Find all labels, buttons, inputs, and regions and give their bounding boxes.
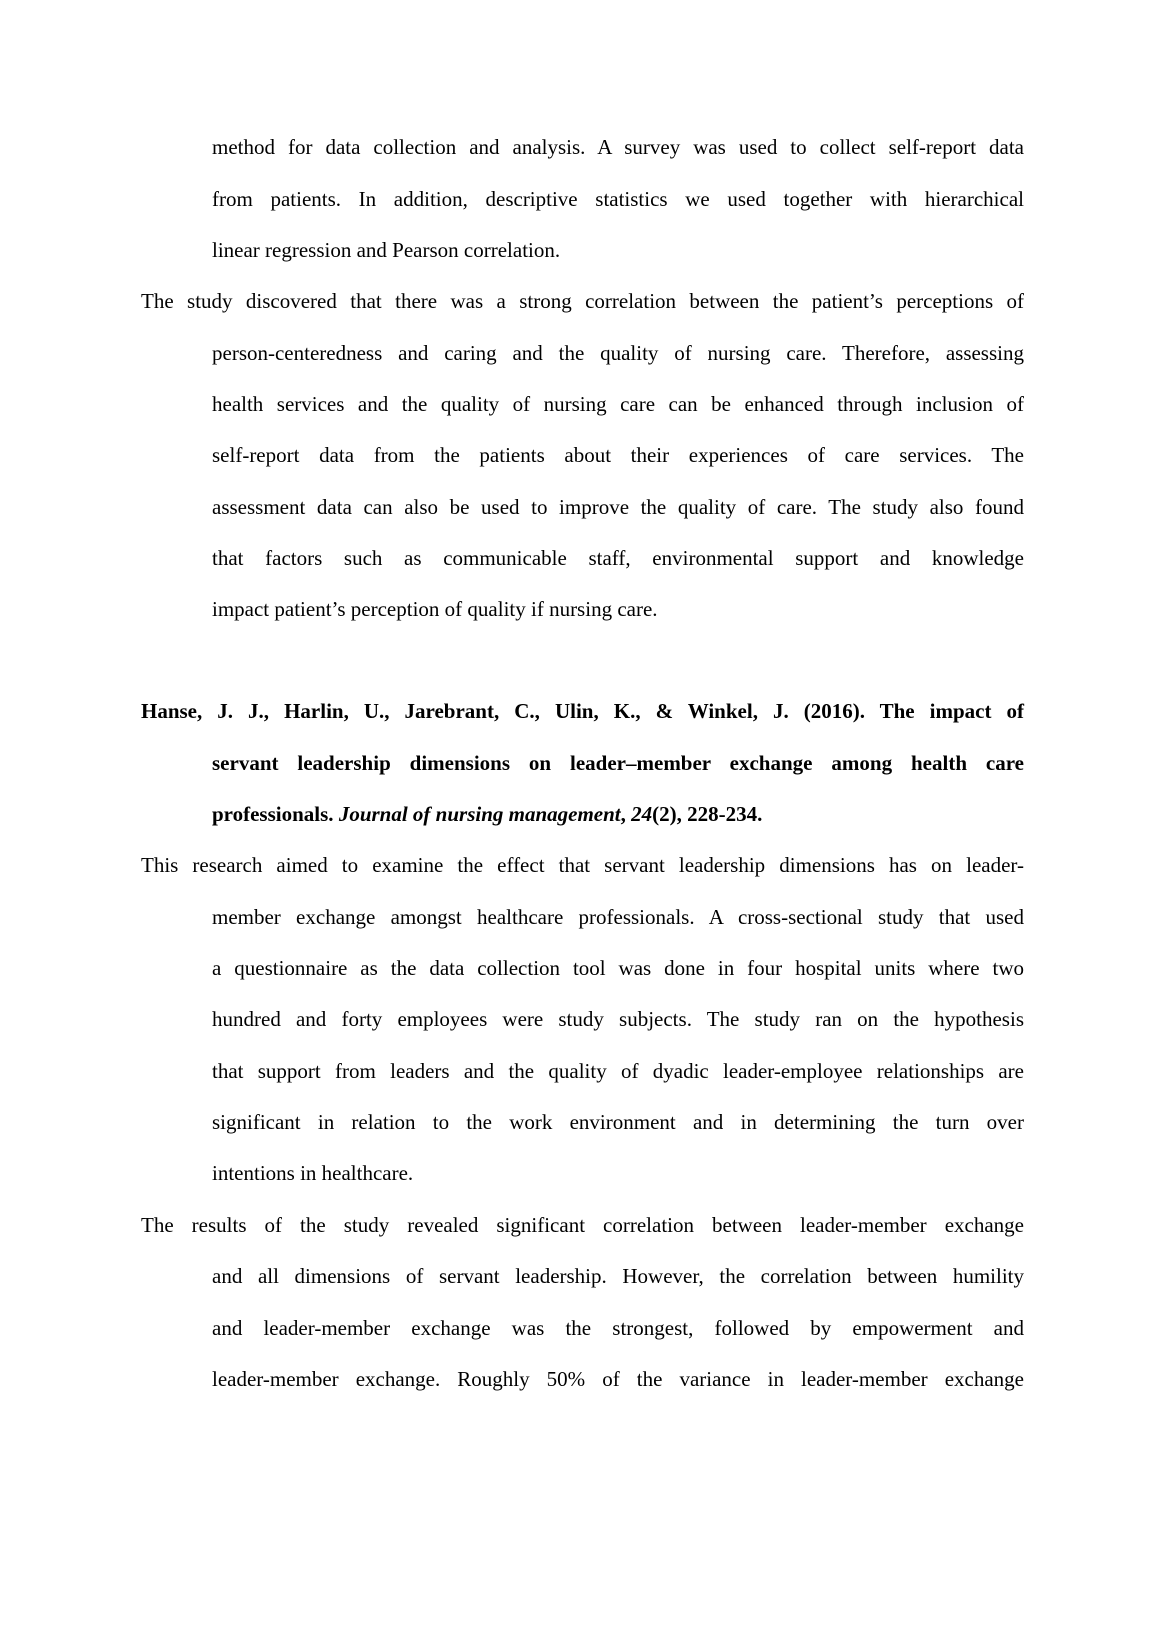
paragraph-line: assessment data can also be used to improve the quality of care. The study also found	[212, 495, 1024, 519]
paragraph-line: linear regression and Pearson correlation.	[212, 238, 561, 262]
reference-authors-tail: professionals.	[212, 802, 339, 826]
paragraph-line: from patients. In addition, descriptive statistics we used together with hierarchical	[212, 187, 1024, 211]
paragraph-line: hundred and forty employees were study subjects. The study ran on the hypothesis	[212, 1007, 1024, 1031]
paragraph-line: that factors such as communicable staff, environmental support and knowledge	[212, 546, 1024, 570]
paragraph-line: self-report data from the patients about their experiences of care services. The	[212, 443, 1024, 467]
paragraph-line: significant in relation to the work environment and in determining the turn over	[212, 1110, 1024, 1134]
paragraph-line: that support from leaders and the quality of dyadic leader-employee relationships are	[212, 1059, 1024, 1083]
paragraph-line: and all dimensions of servant leadership. However, the correlation between humility	[212, 1264, 1024, 1288]
reference-line: Hanse, J. J., Harlin, U., Jarebrant, C., Ulin, K., & Winkel, J. (2016). The impact of	[141, 699, 1024, 723]
paragraph-line: a questionnaire as the data collection tool was done in four hospital units where two	[212, 956, 1024, 980]
paragraph-line: The study discovered that there was a strong correlation between the patient’s perceptions of	[141, 289, 1024, 313]
journal-volume: 24	[631, 802, 653, 826]
journal-issue-pages: (2), 228-234.	[652, 802, 763, 826]
reference-line	[212, 801, 1024, 827]
reference-separator: ,	[620, 802, 632, 826]
paragraph-line: This research aimed to examine the effect that servant leadership dimensions has on leader-	[141, 853, 1024, 877]
paragraph-line: leader-member exchange. Roughly 50% of the variance in leader-member exchange	[212, 1367, 1024, 1391]
paragraph-line: and leader-member exchange was the strongest, followed by empowerment and	[212, 1316, 1024, 1340]
journal-title: Journal of nursing management	[338, 802, 621, 826]
reference-line: servant leadership dimensions on leader–member exchange among health care	[212, 751, 1024, 775]
paragraph-line: health services and the quality of nursing care can be enhanced through inclusion of	[212, 392, 1024, 416]
paragraph-line: impact patient’s perception of quality if nursing care.	[212, 597, 658, 621]
paragraph-line: method for data collection and analysis. A survey was used to collect self-report data	[212, 135, 1024, 159]
paragraph-line: member exchange amongst healthcare professionals. A cross-sectional study that used	[212, 905, 1024, 929]
paragraph-line: person-centeredness and caring and the quality of nursing care. Therefore, assessing	[212, 341, 1024, 365]
paragraph-line: The results of the study revealed significant correlation between leader-member exchange	[141, 1213, 1024, 1237]
paragraph-line: intentions in healthcare.	[212, 1161, 414, 1185]
